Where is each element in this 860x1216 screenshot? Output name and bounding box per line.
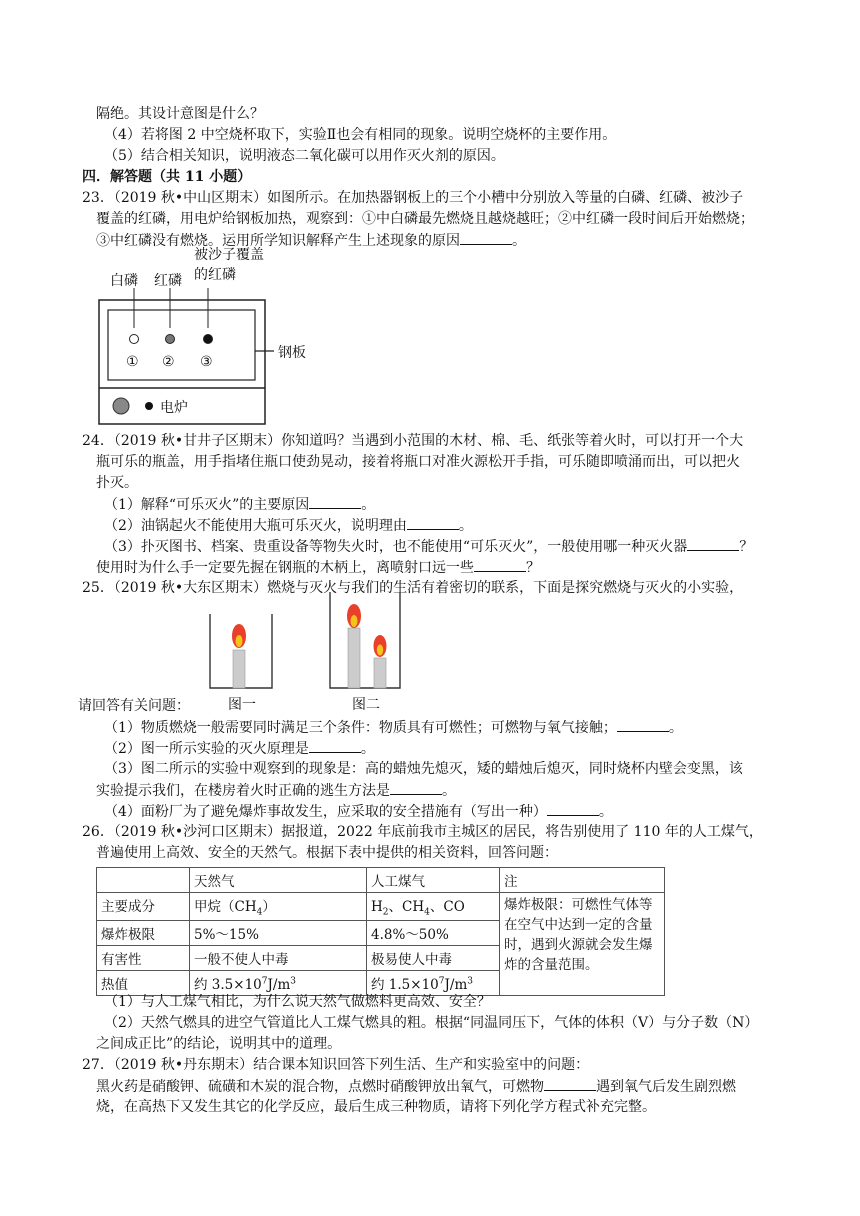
question-23-line: 覆盖的红磷，用电炉给钢板加热，观察到：①中白磷最先燃烧且越烧越旺；②中红磷一段时间后开始燃烧； — [96, 211, 754, 227]
question-27-line: 27．（2019 秋•丹东期末）结合课本知识回答下列生活、生产和实验室中的问题： — [82, 1057, 590, 1073]
question-26-sub: （2）天然气燃具的进空气管道比人工煤气燃具的粗。根据“同温同压下，气体的体积（V）与分子数（N） — [104, 1015, 759, 1031]
question-25-sub — [96, 780, 456, 802]
natural-gas-cell: 约 $3.5\times 10^7J/m^3$ — [190, 970, 367, 995]
question-26-sub: 之间成正比”的结论，说明其中的道理。 — [96, 1036, 342, 1052]
question-24-line: 24．（2019 秋•甘井子区期末）你知道吗？当遇到小范围的木材、棉、毛、纸张等着火时，可以打开一个大 — [82, 433, 744, 449]
answer-blank[interactable] — [309, 494, 361, 509]
punct: 。 — [360, 741, 375, 757]
label-sand-covered: 的红磷 — [194, 267, 236, 283]
section-heading: 四．解答题（共 11 小题） — [82, 169, 252, 185]
row-label: 热值 — [97, 970, 190, 995]
label-red-phosphorus: 红磷 — [154, 273, 182, 289]
label-sand-covered: 被沙子覆盖 — [194, 247, 264, 263]
answer-blank[interactable] — [547, 801, 599, 816]
table-header-row — [97, 868, 665, 893]
table-header-cell — [97, 868, 190, 893]
question-25-sub — [104, 717, 683, 739]
table-row — [97, 893, 665, 921]
label-white-phosphorus: 白磷 — [110, 273, 138, 289]
table-header-cell: 注 — [500, 868, 665, 893]
q25-3b-text: 实验提示我们，在楼房着火时正确的逃生方法是 — [96, 783, 390, 799]
question-23-line: 23．（2019 秋•中山区期末）如图所示。在加热器钢板上的三个小槽中分别放入等量的白磷、红磷、被沙子 — [82, 190, 744, 206]
natural-gas-cell: 一般不使人中毒 — [190, 945, 367, 970]
candle-experiment-figure — [200, 588, 420, 716]
coal-gas-cell: 约 $1.5\times 10^7J/m^3$ — [367, 970, 500, 995]
punct: 。 — [512, 233, 526, 249]
answer-blank[interactable] — [309, 738, 361, 753]
natural-gas-cell: 甲烷$(CH_4)$ — [190, 893, 367, 921]
q27-text: 遇到氧气后发生剧烈燃 — [596, 1079, 736, 1095]
question-24-line: 扑灭。 — [96, 475, 138, 491]
gas-comparison-table — [96, 867, 665, 996]
text-line: （4）若将图 2 中空烧杯取下，实验Ⅱ也会有相同的现象。说明空烧杯的主要作用。 — [104, 127, 617, 143]
punct: 。 — [361, 497, 376, 513]
heater-diagram — [96, 244, 336, 428]
q25-1-text: （1）物质燃烧一般需要同时满足三个条件：物质具有可燃性；可燃物与氧气接触； — [104, 720, 617, 736]
punct: ？ — [526, 560, 540, 576]
q23-text: ③中红磷没有燃烧。运用所学知识解释产生上述现象的原因 — [96, 233, 460, 249]
table-header-cell: 人工煤气 — [367, 868, 500, 893]
punct: 。 — [668, 720, 683, 736]
answer-blank[interactable] — [474, 557, 526, 572]
question-25-sub — [104, 801, 613, 823]
q25-4-text: （4）面粉厂为了避免爆炸事故发生，应采取的安全措施有（写出一种） — [104, 804, 547, 820]
question-27-line — [96, 1076, 736, 1098]
coal-gas-cell: 4.8%～50% — [367, 920, 500, 945]
note-cell: 爆炸极限：可燃性气体等在空气中达到一定的含量时，遇到火源就会发生爆炸的含量范围。 — [500, 893, 665, 996]
punct: ？ — [739, 539, 754, 555]
question-26-sub: （1）与人工煤气相比，为什么说天然气做燃料更高效、安全？ — [104, 994, 491, 1010]
answer-blank[interactable] — [407, 515, 459, 530]
q24-1-text: （1）解释“可乐灭火”的主要原因 — [104, 497, 310, 513]
caption-figure-two: 图二 — [352, 697, 380, 713]
question-24-sub — [104, 515, 473, 537]
answer-blank[interactable] — [617, 717, 669, 732]
answer-blank[interactable] — [390, 780, 442, 795]
row-label: 爆炸极限 — [97, 920, 190, 945]
q25-2-text: （2）图一所示实验的灭火原理是 — [104, 741, 309, 757]
caption-figure-one: 图一 — [228, 697, 256, 713]
q24-3b-text: 使用时为什么手一定要先握在钢瓶的木柄上，离喷射口远一些 — [96, 560, 474, 576]
coal-gas-cell: 极易使人中毒 — [367, 945, 500, 970]
question-26-line: 26．（2019 秋•沙河口区期末）据报道，2022 年底前我市主城区的居民，将告别使用了 110 年的人工煤气， — [82, 824, 763, 840]
answer-blank[interactable] — [687, 536, 739, 551]
question-26-line: 普遍使用上高效、安全的天然气。根据下表中提供的相关资料，回答问题： — [96, 845, 558, 861]
question-24-sub — [96, 557, 540, 579]
q27-text: 黑火药是硝酸钾、硫磺和木炭的混合物，点燃时硝酸钾放出氧气，可燃物 — [96, 1079, 544, 1095]
question-25-line: 请回答有关问题： — [78, 698, 190, 714]
answer-blank[interactable] — [544, 1076, 596, 1091]
question-25-sub — [104, 738, 375, 760]
slot-number-1: ① — [126, 354, 139, 370]
row-label: 有害性 — [97, 945, 190, 970]
punct: 。 — [598, 804, 613, 820]
question-24-line: 瓶可乐的瓶盖，用手指堵住瓶口使劲晃动，接着将瓶口对准火源松开手指，可乐随即喷涌而出，可以把火 — [96, 454, 740, 470]
question-25-sub: （3）图二所示的实验中观察到的现象是：高的蜡烛先熄灭，矮的蜡烛后熄灭，同时烧杯内壁会变黑，该 — [104, 761, 743, 777]
question-24-sub — [104, 536, 753, 558]
question-24-sub — [104, 494, 375, 516]
answer-blank[interactable] — [460, 230, 512, 245]
slot-number-3: ③ — [200, 354, 213, 370]
q24-2-text: （2）油锅起火不能使用大瓶可乐灭火，说明理由 — [104, 518, 407, 534]
label-steel-plate: 钢板 — [278, 345, 306, 361]
text-line: （5）结合相关知识，说明液态二氧化碳可以用作灭火剂的原因。 — [104, 148, 505, 164]
natural-gas-cell: 5%～15% — [190, 920, 367, 945]
punct: 。 — [442, 783, 456, 799]
text-line: 隔绝。其设计意图是什么？ — [96, 106, 264, 122]
label-electric-stove: 电炉 — [160, 400, 188, 416]
punct: 。 — [458, 518, 473, 534]
q24-3-text: （3）扑灭图书、档案、贵重设备等物失火时，也不能使用“可乐灭火”，一般使用哪一种灭火器 — [104, 539, 688, 555]
question-27-line: 烧，在高热下又发生其它的化学反应，最后生成三种物质，请将下列化学方程式补充完整。 — [96, 1099, 656, 1115]
coal-gas-cell: $H_2$、$CH_4$、CO — [367, 893, 500, 921]
question-25-line: 25．（2019 秋•大东区期末）燃烧与灭火与我们的生活有着密切的联系，下面是探究燃烧与灭火的小实验， — [82, 580, 744, 596]
row-label: 主要成分 — [97, 893, 190, 921]
slot-number-2: ② — [162, 354, 175, 370]
table-header-cell: 天然气 — [190, 868, 367, 893]
